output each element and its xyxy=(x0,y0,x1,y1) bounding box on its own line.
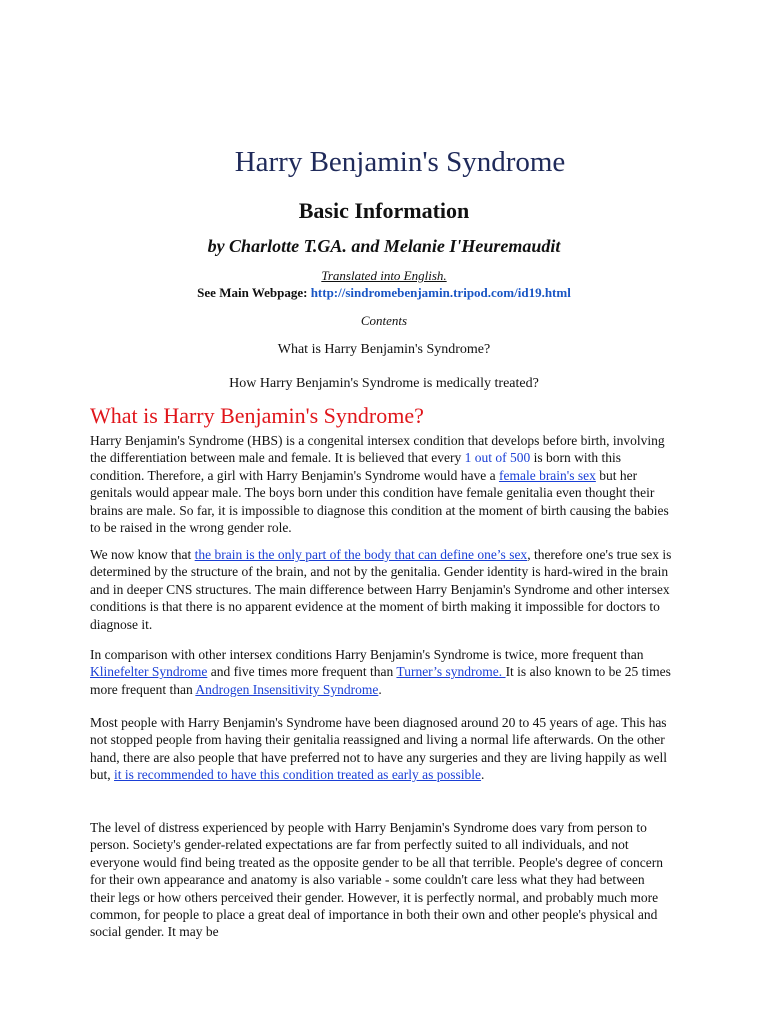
contents-label: Contents xyxy=(360,313,408,328)
link-turners-syndrome[interactable]: Turner’s syndrome. xyxy=(396,664,506,680)
paragraph-text: The level of distress experienced by people with Harry Benjamin's Syndrome does vary from person to person. Society's gender-related expectations are far from perfectly suited to all individuals, and not everyone would find being treated as the opposite gender to be all that terrible. People's degree of concern for their own appearance and anatomy is also variable - some couldn't care less what they had between their legs or how others perceived their gender. However, it is perfectly normal, and probably much more common, for people to place a great deal of importance in both their own and other people's physical and social gender. It may be xyxy=(90,820,663,940)
paragraph-text: It is also known to be 25 times more frequent than xyxy=(90,664,671,697)
paragraph-text: , therefore one's true sex is determined by the structure of the brain, and not by the genitalia. Gender identity is hard-wired in the brain and in deeper CNS structures. The main difference between Harry Benjamin's Syndrome and other intersex conditions is that there is no apparent evidence at the moment of birth making it impossible for doctors to diagnose it. xyxy=(90,547,672,632)
paragraph-text: . xyxy=(378,681,382,697)
link-treat-early[interactable]: it is recommended to have this condition treated as early as possible xyxy=(114,767,482,783)
link-androgen-insensitivity[interactable]: Androgen Insensitivity Syndrome xyxy=(195,681,379,697)
document-title: Harry Benjamin's Syndrome xyxy=(234,146,566,178)
paragraph-text: but her genitals would appear male. The boys born under this condition have female genitalia even thought their brains are male. So far, it is impossible to diagnose this condition at the moment of birth causing the babies to be raised in the wrong gender role. xyxy=(90,467,669,536)
translated-note: Translated into English. xyxy=(321,268,447,283)
main-webpage-link[interactable]: http://sindromebenjamin.tripod.com/id19.html xyxy=(310,285,571,300)
paragraph-text: We now know that xyxy=(90,547,195,562)
paragraph-text: is born with this condition. Therefore, a girl with Harry Benjamin's Syndrome would have a xyxy=(90,450,621,483)
authors-line: by Charlotte T.GA. and Melanie I'Heuremaudit xyxy=(207,236,561,256)
main-webpage-line xyxy=(0,285,768,301)
document-subtitle: Basic Information xyxy=(298,198,470,223)
paragraph-text: Harry Benjamin's Syndrome (HBS) is a congenital intersex condition that develops before birth, involving the differentiation between male and female. It is believed that every xyxy=(90,433,665,466)
paragraph-2 xyxy=(90,546,672,633)
link-brain-defines-sex[interactable]: the brain is the only part of the body that can define one’s sex xyxy=(194,547,528,562)
toc-item-what-is[interactable]: What is Harry Benjamin's Syndrome? xyxy=(277,342,491,357)
link-female-brains-sex[interactable]: female brain's sex xyxy=(498,467,596,483)
paragraph-text: and five times more frequent than xyxy=(207,664,397,680)
paragraph-text: In comparison with other intersex conditions Harry Benjamin's Syndrome is twice, more frequent than xyxy=(90,647,644,662)
section-heading: What is Harry Benjamin's Syndrome? xyxy=(90,403,424,428)
link-klinefelter-syndrome[interactable]: Klinefelter Syndrome xyxy=(90,664,208,680)
paragraph-5 xyxy=(90,819,672,941)
main-webpage-label: See Main Webpage: xyxy=(197,285,311,300)
paragraph-text: . xyxy=(481,767,485,783)
paragraph-1 xyxy=(90,432,672,536)
paragraph-4 xyxy=(90,714,672,784)
link-1-out-of-500[interactable]: 1 out of 500 xyxy=(464,450,531,466)
paragraph-text: Most people with Harry Benjamin's Syndrome have been diagnosed around 20 to 45 years of age. This has not stopped people from having their genitalia reassigned and living a normal life afterwards. On the other hand, there are also people that have preferred not to have any surgeries and they are living happily as well but, xyxy=(90,715,668,783)
toc-item-medically-treated[interactable]: How Harry Benjamin's Syndrome is medically treated? xyxy=(229,376,539,391)
paragraph-3 xyxy=(90,646,672,698)
